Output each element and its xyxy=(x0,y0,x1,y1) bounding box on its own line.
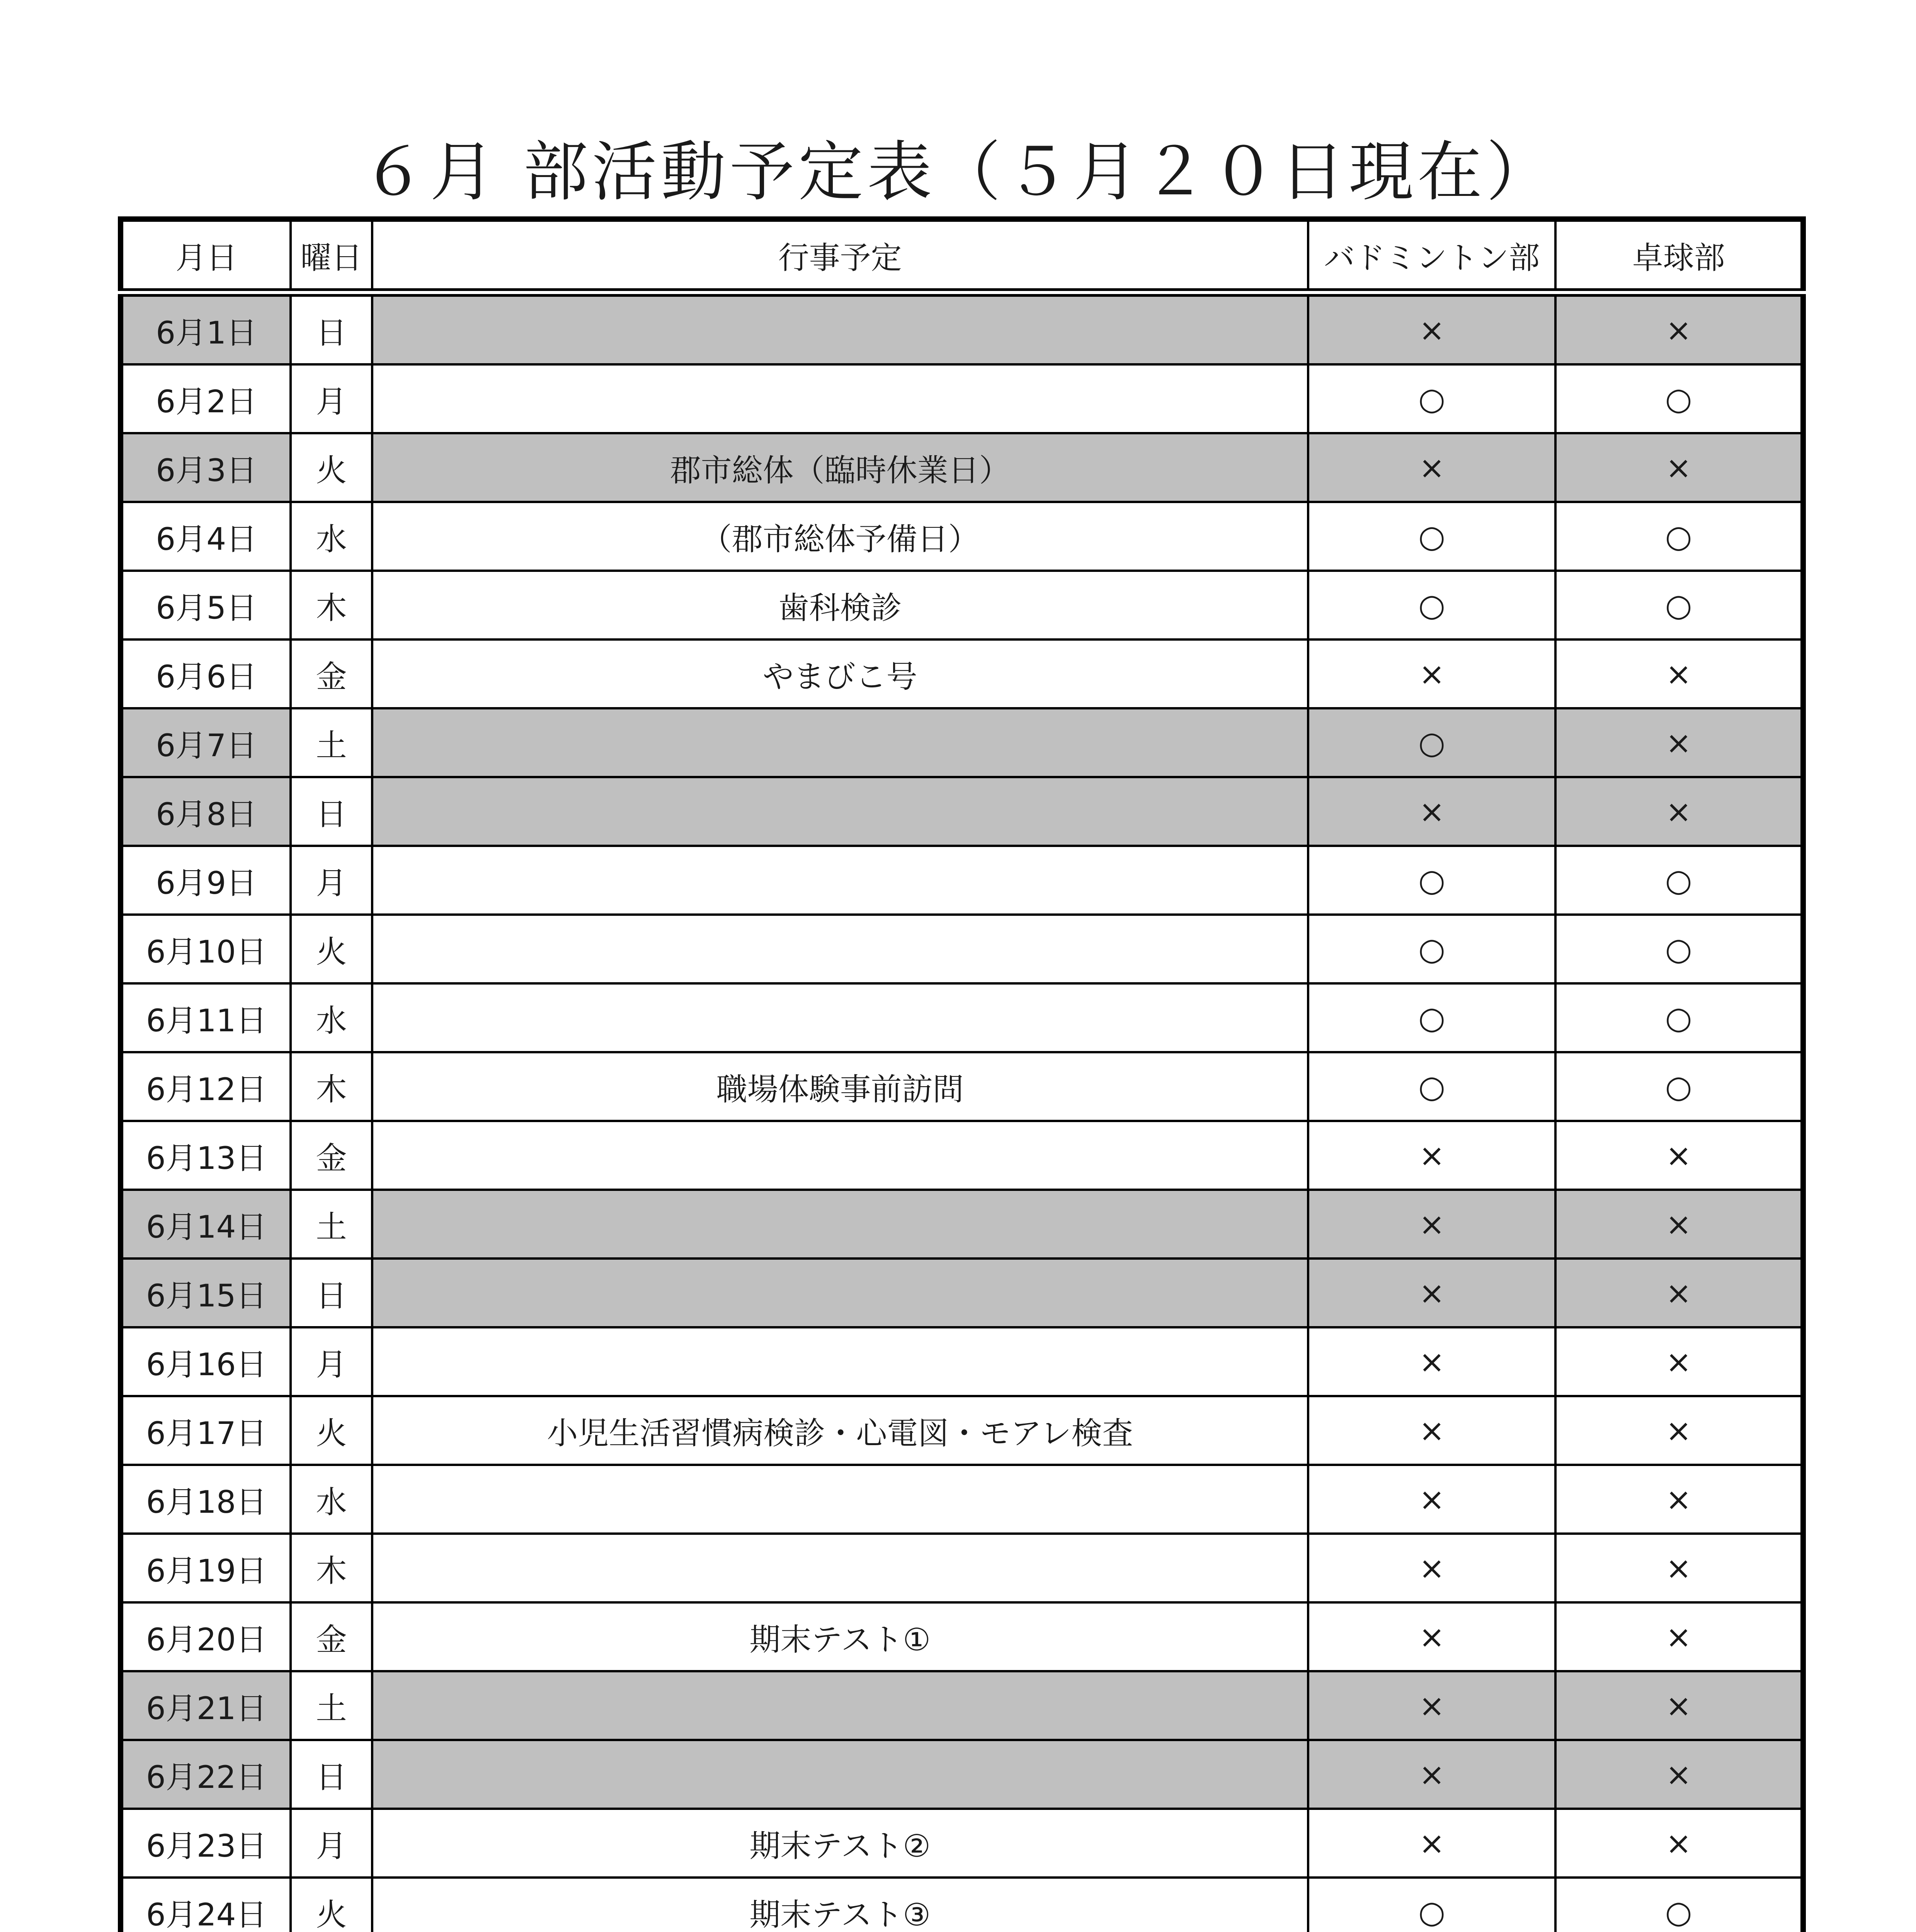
event-cell xyxy=(372,777,1308,846)
table-row xyxy=(121,1190,1803,1259)
header-row xyxy=(121,219,1803,293)
event-cell xyxy=(372,1671,1308,1740)
table-tennis-status-cell: × xyxy=(1555,1534,1803,1602)
date-cell: 6月24日 xyxy=(121,1878,291,1932)
table-tennis-status-cell: × xyxy=(1555,777,1803,846)
badminton-status-cell: × xyxy=(1308,1190,1556,1259)
weekday-cell: 日 xyxy=(291,293,372,364)
date-cell: 6月23日 xyxy=(121,1809,291,1878)
schedule-body xyxy=(121,293,1803,1932)
table-tennis-status-cell: × xyxy=(1555,1396,1803,1465)
event-cell: 歯科検診 xyxy=(372,571,1308,639)
event-cell xyxy=(372,983,1308,1052)
weekday-cell: 月 xyxy=(291,1809,372,1878)
weekday-cell: 水 xyxy=(291,502,372,571)
event-cell xyxy=(372,915,1308,983)
date-cell: 6月20日 xyxy=(121,1602,291,1671)
date-cell: 6月13日 xyxy=(121,1121,291,1190)
table-row xyxy=(121,1809,1803,1878)
badminton-status-cell: ○ xyxy=(1308,1878,1556,1932)
date-cell: 6月1日 xyxy=(121,293,291,364)
table-row xyxy=(121,777,1803,846)
event-cell: 小児生活習慣病検診・心電図・モアレ検査 xyxy=(372,1396,1308,1465)
badminton-status-cell: × xyxy=(1308,1465,1556,1534)
table-tennis-status-cell: ○ xyxy=(1555,983,1803,1052)
event-cell xyxy=(372,1121,1308,1190)
table-tennis-status-cell: ○ xyxy=(1555,364,1803,433)
event-cell: 期末テスト② xyxy=(372,1809,1308,1878)
weekday-cell: 日 xyxy=(291,1259,372,1327)
date-cell: 6月16日 xyxy=(121,1327,291,1396)
table-tennis-status-cell: × xyxy=(1555,708,1803,777)
schedule-table xyxy=(118,216,1806,1932)
table-row xyxy=(121,1534,1803,1602)
table-row xyxy=(121,571,1803,639)
date-cell: 6月3日 xyxy=(121,433,291,502)
badminton-status-cell: ○ xyxy=(1308,983,1556,1052)
badminton-status-cell: × xyxy=(1308,1259,1556,1327)
table-tennis-status-cell: × xyxy=(1555,1740,1803,1809)
table-tennis-status-cell: ○ xyxy=(1555,502,1803,571)
badminton-status-cell: ○ xyxy=(1308,1052,1556,1121)
table-row xyxy=(121,639,1803,708)
weekday-cell: 木 xyxy=(291,1534,372,1602)
date-cell: 6月9日 xyxy=(121,846,291,915)
badminton-status-cell: ○ xyxy=(1308,571,1556,639)
weekday-cell: 金 xyxy=(291,1121,372,1190)
date-cell: 6月22日 xyxy=(121,1740,291,1809)
event-cell: 職場体験事前訪問 xyxy=(372,1052,1308,1121)
badminton-status-cell: × xyxy=(1308,1809,1556,1878)
table-tennis-status-cell: × xyxy=(1555,639,1803,708)
event-cell xyxy=(372,1190,1308,1259)
table-row xyxy=(121,708,1803,777)
badminton-status-cell: × xyxy=(1308,1671,1556,1740)
weekday-cell: 木 xyxy=(291,1052,372,1121)
header-date: 月日 xyxy=(121,219,291,293)
event-cell xyxy=(372,364,1308,433)
table-row xyxy=(121,1740,1803,1809)
weekday-cell: 金 xyxy=(291,1602,372,1671)
weekday-cell: 火 xyxy=(291,433,372,502)
table-tennis-status-cell: ○ xyxy=(1555,915,1803,983)
date-cell: 6月5日 xyxy=(121,571,291,639)
date-cell: 6月11日 xyxy=(121,983,291,1052)
weekday-cell: 水 xyxy=(291,1465,372,1534)
event-cell: 期末テスト③ xyxy=(372,1878,1308,1932)
table-tennis-status-cell: × xyxy=(1555,1465,1803,1534)
table-tennis-status-cell: × xyxy=(1555,1602,1803,1671)
table-row xyxy=(121,1259,1803,1327)
weekday-cell: 火 xyxy=(291,1396,372,1465)
table-tennis-status-cell: × xyxy=(1555,1327,1803,1396)
table-row xyxy=(121,433,1803,502)
date-cell: 6月8日 xyxy=(121,777,291,846)
weekday-cell: 土 xyxy=(291,1671,372,1740)
table-tennis-status-cell: × xyxy=(1555,1809,1803,1878)
event-cell: （郡市総体予備日） xyxy=(372,502,1308,571)
table-tennis-status-cell: × xyxy=(1555,1259,1803,1327)
badminton-status-cell: × xyxy=(1308,1740,1556,1809)
table-row xyxy=(121,1327,1803,1396)
event-cell: やまびこ号 xyxy=(372,639,1308,708)
weekday-cell: 木 xyxy=(291,571,372,639)
table-tennis-status-cell: ○ xyxy=(1555,571,1803,639)
table-tennis-status-cell: ○ xyxy=(1555,1052,1803,1121)
header-table-tennis: 卓球部 xyxy=(1555,219,1803,293)
table-row xyxy=(121,1602,1803,1671)
table-row xyxy=(121,364,1803,433)
event-cell: 郡市総体（臨時休業日） xyxy=(372,433,1308,502)
event-cell xyxy=(372,293,1308,364)
date-cell: 6月18日 xyxy=(121,1465,291,1534)
table-row xyxy=(121,1465,1803,1534)
table-row xyxy=(121,915,1803,983)
table-row xyxy=(121,1052,1803,1121)
badminton-status-cell: ○ xyxy=(1308,364,1556,433)
weekday-cell: 月 xyxy=(291,846,372,915)
table-tennis-status-cell: × xyxy=(1555,433,1803,502)
date-cell: 6月15日 xyxy=(121,1259,291,1327)
event-cell xyxy=(372,1740,1308,1809)
date-cell: 6月21日 xyxy=(121,1671,291,1740)
badminton-status-cell: ○ xyxy=(1308,502,1556,571)
date-cell: 6月2日 xyxy=(121,364,291,433)
date-cell: 6月6日 xyxy=(121,639,291,708)
badminton-status-cell: × xyxy=(1308,1121,1556,1190)
date-cell: 6月14日 xyxy=(121,1190,291,1259)
event-cell xyxy=(372,1465,1308,1534)
weekday-cell: 日 xyxy=(291,1740,372,1809)
table-tennis-status-cell: × xyxy=(1555,1190,1803,1259)
badminton-status-cell: × xyxy=(1308,1602,1556,1671)
table-row xyxy=(121,846,1803,915)
weekday-cell: 土 xyxy=(291,708,372,777)
badminton-status-cell: × xyxy=(1308,293,1556,364)
weekday-cell: 月 xyxy=(291,364,372,433)
badminton-status-cell: ○ xyxy=(1308,915,1556,983)
date-cell: 6月19日 xyxy=(121,1534,291,1602)
date-cell: 6月12日 xyxy=(121,1052,291,1121)
badminton-status-cell: × xyxy=(1308,1327,1556,1396)
header-badminton: バドミントン部 xyxy=(1308,219,1556,293)
date-cell: 6月7日 xyxy=(121,708,291,777)
event-cell xyxy=(372,708,1308,777)
table-row xyxy=(121,1396,1803,1465)
weekday-cell: 火 xyxy=(291,915,372,983)
table-tennis-status-cell: × xyxy=(1555,293,1803,364)
table-row xyxy=(121,293,1803,364)
event-cell: 期末テスト① xyxy=(372,1602,1308,1671)
table-row xyxy=(121,1671,1803,1740)
header-events: 行事予定 xyxy=(372,219,1308,293)
date-cell: 6月4日 xyxy=(121,502,291,571)
badminton-status-cell: × xyxy=(1308,639,1556,708)
table-tennis-status-cell: × xyxy=(1555,1121,1803,1190)
table-tennis-status-cell: × xyxy=(1555,1671,1803,1740)
weekday-cell: 土 xyxy=(291,1190,372,1259)
table-row xyxy=(121,1121,1803,1190)
event-cell xyxy=(372,1259,1308,1327)
weekday-cell: 水 xyxy=(291,983,372,1052)
badminton-status-cell: × xyxy=(1308,1396,1556,1465)
date-cell: 6月17日 xyxy=(121,1396,291,1465)
badminton-status-cell: ○ xyxy=(1308,846,1556,915)
event-cell xyxy=(372,1534,1308,1602)
badminton-status-cell: ○ xyxy=(1308,708,1556,777)
weekday-cell: 日 xyxy=(291,777,372,846)
date-cell: 6月10日 xyxy=(121,915,291,983)
badminton-status-cell: × xyxy=(1308,433,1556,502)
badminton-status-cell: × xyxy=(1308,777,1556,846)
page-title: ６月 部活動予定表（５月２０日現在） xyxy=(361,134,1555,210)
weekday-cell: 月 xyxy=(291,1327,372,1396)
event-cell xyxy=(372,846,1308,915)
table-row xyxy=(121,983,1803,1052)
table-row xyxy=(121,502,1803,571)
table-tennis-status-cell: ○ xyxy=(1555,1878,1803,1932)
event-cell xyxy=(372,1327,1308,1396)
table-row xyxy=(121,1878,1803,1932)
weekday-cell: 火 xyxy=(291,1878,372,1932)
badminton-status-cell: × xyxy=(1308,1534,1556,1602)
header-weekday: 曜日 xyxy=(291,219,372,293)
table-tennis-status-cell: ○ xyxy=(1555,846,1803,915)
weekday-cell: 金 xyxy=(291,639,372,708)
